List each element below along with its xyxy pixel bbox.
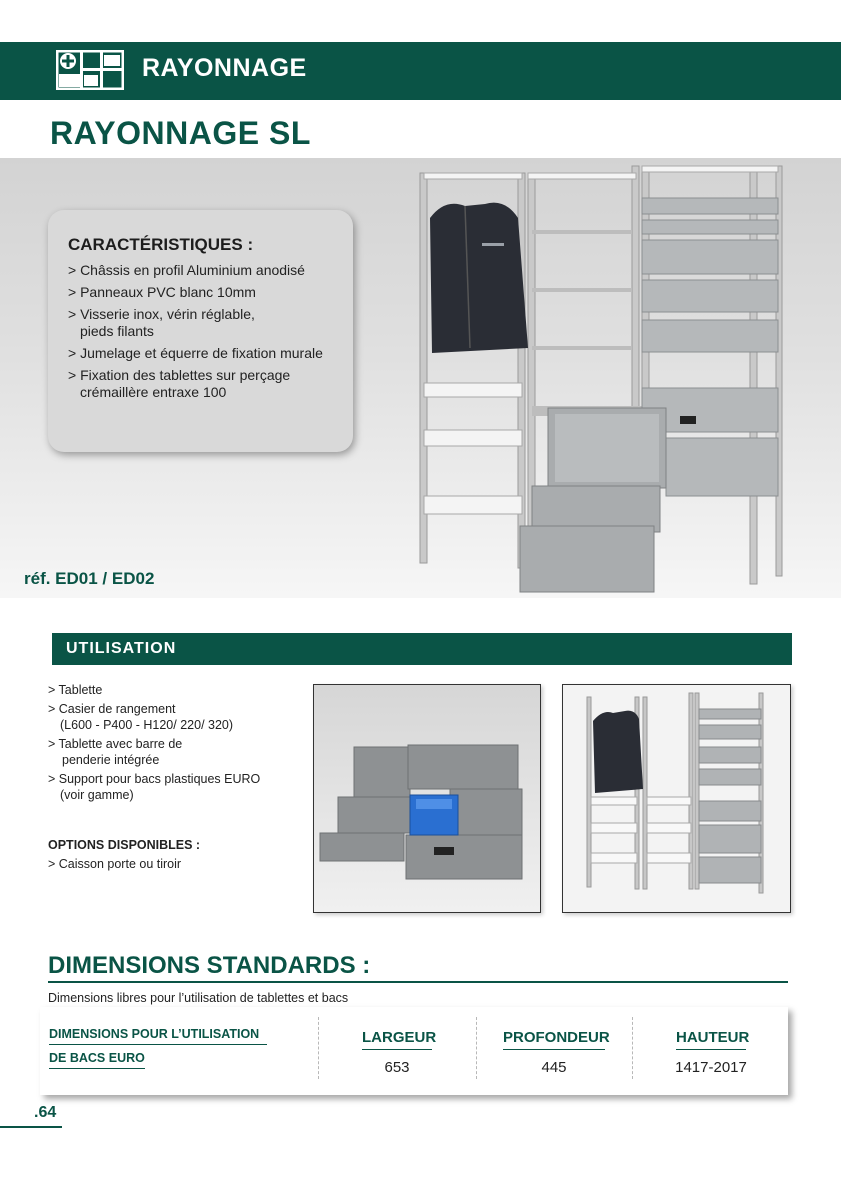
list-item: (voir gamme) bbox=[60, 788, 134, 802]
list-item: > Casier de rangement bbox=[48, 702, 176, 716]
column-divider bbox=[476, 1017, 477, 1079]
column-divider bbox=[318, 1017, 319, 1079]
shelving-logo-icon bbox=[56, 50, 124, 90]
page-title: RAYONNAGE SL bbox=[50, 115, 311, 151]
utilisation-title: UTILISATION bbox=[66, 640, 177, 657]
characteristics-list bbox=[68, 262, 358, 406]
storage-cases-photo bbox=[313, 684, 541, 913]
column-divider bbox=[632, 1017, 633, 1079]
list-item: penderie intégrée bbox=[62, 753, 160, 767]
height-value: 1417-2017 bbox=[675, 1059, 747, 1076]
list-item: > Support pour bacs plastiques EURO bbox=[48, 772, 261, 786]
list-item: > Visserie inox, vérin réglable, bbox=[68, 306, 255, 322]
product-reference: réf. ED01 / ED02 bbox=[24, 569, 155, 588]
list-item: > Panneaux PVC blanc 10mm bbox=[68, 284, 256, 300]
header-band bbox=[0, 42, 841, 100]
page-number: .64 bbox=[34, 1104, 57, 1121]
utilisation-list bbox=[48, 682, 298, 806]
shelving-product-photo bbox=[410, 158, 790, 598]
list-item: pieds filants bbox=[80, 323, 154, 339]
header-section-title: RAYONNAGE bbox=[142, 54, 307, 82]
options-item: > Caisson porte ou tiroir bbox=[48, 857, 182, 871]
dimensions-title: DIMENSIONS STANDARDS : bbox=[48, 952, 371, 979]
depth-value: 445 bbox=[541, 1059, 567, 1076]
characteristics-title: CARACTÉRISTIQUES : bbox=[68, 235, 254, 254]
dimensions-table bbox=[40, 1007, 788, 1095]
list-item: > Tablette avec barre de bbox=[48, 737, 183, 751]
list-item: > Fixation des tablettes sur perçage bbox=[68, 367, 291, 383]
width-header: LARGEUR bbox=[362, 1029, 432, 1050]
height-header: HAUTEUR bbox=[676, 1029, 746, 1050]
dimensions-rule bbox=[48, 981, 788, 983]
depth-header: PROFONDEUR bbox=[503, 1029, 605, 1050]
options-title: OPTIONS DISPONIBLES : bbox=[48, 838, 201, 852]
list-item: (L600 - P400 - H120/ 220/ 320) bbox=[60, 718, 234, 732]
list-item: crémaillère entraxe 100 bbox=[80, 384, 227, 400]
width-value: 653 bbox=[384, 1059, 410, 1076]
dimensions-subtitle: Dimensions libres pour l’utilisation de tablettes et bacs bbox=[48, 991, 349, 1005]
list-item: > Châssis en profil Aluminium anodisé bbox=[68, 262, 305, 278]
dimensions-usage-label-2: DE BACS EURO bbox=[49, 1051, 145, 1069]
list-item: > Jumelage et équerre de fixation murale bbox=[68, 345, 323, 361]
page-number-rule bbox=[0, 1126, 62, 1128]
dimensions-usage-label: DIMENSIONS POUR L’UTILISATION bbox=[49, 1027, 267, 1045]
shelving-configuration-photo bbox=[562, 684, 791, 913]
list-item: > Tablette bbox=[48, 683, 103, 697]
